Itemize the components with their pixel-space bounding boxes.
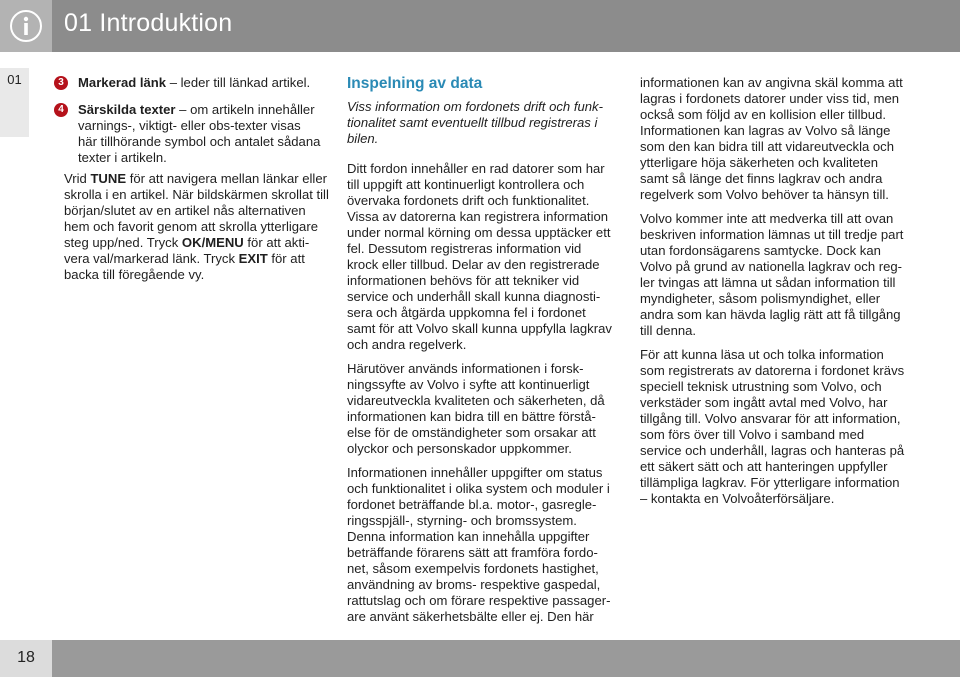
lead-paragraph [347, 99, 622, 147]
info-icon [9, 9, 43, 43]
list-item [58, 102, 334, 166]
text-line: bilen. [347, 131, 379, 146]
text-line: som den kan bidra till att vidareutveckla och [640, 139, 895, 154]
text-line: För att kunna läsa ut och tolka information [640, 347, 884, 362]
text-line: också som följd av en kollision eller tillbud. [640, 107, 886, 122]
text-span: för att akti- [243, 235, 310, 250]
text-line: användning av broms- respektive gaspedal, [347, 577, 601, 592]
text-span: steg upp/ned. Tryck [64, 235, 182, 250]
text-line: tillämpliga lagkrav. För ytterligare information [640, 475, 900, 490]
text-line: fordonet beträffande bl.a. motor-, gasregle- [347, 497, 597, 512]
text-line: till uppgift att kontinuerligt kontrollera och [347, 177, 585, 192]
text-line: och funktionalitet i olika system och moduler i [347, 481, 610, 496]
text-line: under normal körning om dessa upptäcker ett [347, 225, 611, 240]
text-line: informationen kan av angivna skäl komma att [640, 75, 903, 90]
header-icon-box [0, 0, 52, 52]
text-line: Informationen innehåller uppgifter om status [347, 465, 603, 480]
text-line: Volvo på grund av nationella lagkrav och reg- [640, 259, 903, 274]
text-line: speciell teknisk utrustning som Volvo, och [640, 379, 882, 394]
text-line: till denna. [640, 323, 697, 338]
text-line: Informationen kan lagras av Volvo så länge [640, 123, 891, 138]
paragraph [347, 361, 622, 457]
column-2 [347, 75, 622, 633]
text-line: Viss information om fordonets drift och funk- [347, 99, 603, 114]
text-span: Vrid [64, 171, 91, 186]
page-number-box [0, 640, 52, 677]
callout-marker: 4 [54, 103, 68, 117]
text-line: informationen behövs för att tekniker vid [347, 273, 580, 288]
text-line: samt för att Volvo skall kunna uppfylla lagkrav [347, 321, 612, 336]
exit-key: EXIT [238, 251, 268, 266]
text-line: Denna information kan innehålla uppgifter [347, 529, 590, 544]
text-line: net, såsom exempelvis fordonets hastighet, [347, 561, 599, 576]
page-footer [0, 640, 960, 677]
text-line: beträffande förarens sätt att framföra fordo- [347, 545, 598, 560]
text-line: Härutöver används informationen i forsk- [347, 361, 584, 376]
paragraph [347, 465, 622, 625]
text-line: ningssyfte av Volvo i syfte att kontinuerligt [347, 377, 590, 392]
text-line: fel. Dessutom registreras information vid [347, 241, 582, 256]
text-line: övervaka fordonets drift och funktionalitet. [347, 193, 590, 208]
item-line: – om artikeln innehåller [175, 102, 315, 117]
text-line: backa till föregående vy. [64, 267, 205, 282]
text-line: lagras i fordonets datorer under viss tid, men [640, 91, 900, 106]
okmenu-key: OK/MENU [181, 235, 244, 250]
page-title: 01 Introduktion [64, 9, 233, 37]
text-line: utan fordonsägarens samtycke. Dock kan [640, 243, 881, 258]
text-line: krock eller tillbud. Delar av den registrerade [347, 257, 600, 272]
text-line: som förs över till Volvo i samband med [640, 427, 865, 442]
text-line: ler tvingas att lämna ut sådan information till [640, 275, 896, 290]
text-line: service och underhåll, lagras och hanteras på [640, 443, 905, 458]
tune-key: TUNE [90, 171, 127, 186]
paragraph [640, 347, 912, 507]
text-line: som registrerats av datorerna i fordonet krävs [640, 363, 905, 378]
navigation-paragraph [64, 171, 334, 283]
item-desc: – leder till länkad artikel. [166, 75, 311, 90]
text-line: ringsspjäll-, styrning- och bromssystem. [347, 513, 577, 528]
page-header [0, 0, 960, 52]
text-line: och andra regelverk. [347, 337, 467, 352]
list-item [58, 75, 334, 91]
text-line: myndigheter, såsom polismyndighet, eller [640, 291, 881, 306]
callout-marker: 3 [54, 76, 68, 90]
section-heading: Inspelning av data [347, 75, 483, 92]
paragraph [347, 161, 622, 353]
text-span: vera val/markerad länk. Tryck [64, 251, 239, 266]
text-line: hem och favorit genom att skrolla ytterligare [64, 219, 318, 234]
text-line: rattutslag och om förare respektive passager- [347, 593, 611, 608]
text-span: för att navigera mellan länkar eller [126, 171, 327, 186]
text-line: sera och åtgärda uppkomna fel i fordonet [347, 305, 586, 320]
text-line: regelverk som Volvo behöver ta hänsyn till. [640, 187, 889, 202]
text-line: verkstäder som ingått avtal med Volvo, har [640, 395, 888, 410]
text-line: vidareutveckla kvaliteten och säkerheten, då [347, 393, 605, 408]
text-line: Ditt fordon innehåller en rad datorer som har [347, 161, 605, 176]
text-line: – kontakta en Volvoåterförsäljare. [640, 491, 835, 506]
text-line: ett säkert sätt och att hanteringen uppfyller [640, 459, 888, 474]
text-line: tillgång till. Volvo ansvarar för att information, [640, 411, 901, 426]
item-term: Särskilda texter [78, 102, 176, 117]
text-line: samt så länge det finns lagkrav och andra [640, 171, 883, 186]
column-3 [640, 75, 912, 515]
item-line: varnings-, viktigt- eller obs-texter visas [78, 118, 301, 133]
text-line: else för de omständigheter som orsakar att [347, 425, 596, 440]
column-1 [58, 75, 334, 291]
text-line: ytterligare höja säkerheten och kvaliteten [640, 155, 879, 170]
paragraph [640, 75, 912, 203]
text-line: skrolla i en artikel. När bildskärmen skrollat till [64, 187, 329, 202]
item-line: här tillhörande symbol och antalet sådana [78, 134, 321, 149]
text-line: början/slutet av en artikel nås alternativen [64, 203, 306, 218]
item-term: Markerad länk [78, 75, 167, 90]
text-line: Vissa av datorerna kan registrera information [347, 209, 609, 224]
text-line: tionalitet samt eventuellt tillbud registreras i [347, 115, 598, 130]
text-line: Volvo kommer inte att medverka till att ovan [640, 211, 894, 226]
chapter-number: 01 [7, 72, 22, 87]
text-line: are använt säkerhetsbälte eller ej. Den här [347, 609, 594, 624]
text-line: service och underhåll skall kunna diagnosti- [347, 289, 601, 304]
item-line: texter i artikeln. [78, 150, 167, 165]
text-span: för att [267, 251, 305, 266]
text-line: beskriven information lämnas ut till tredje part [640, 227, 904, 242]
text-line: informationen kan bidra till en bättre förstå- [347, 409, 596, 424]
text-line: andra som kan hävda laglig rätt att få tillgång [640, 307, 901, 322]
page-number: 18 [17, 649, 35, 666]
text-line: olyckor och personskador uppkommer. [347, 441, 572, 456]
paragraph [640, 211, 912, 339]
